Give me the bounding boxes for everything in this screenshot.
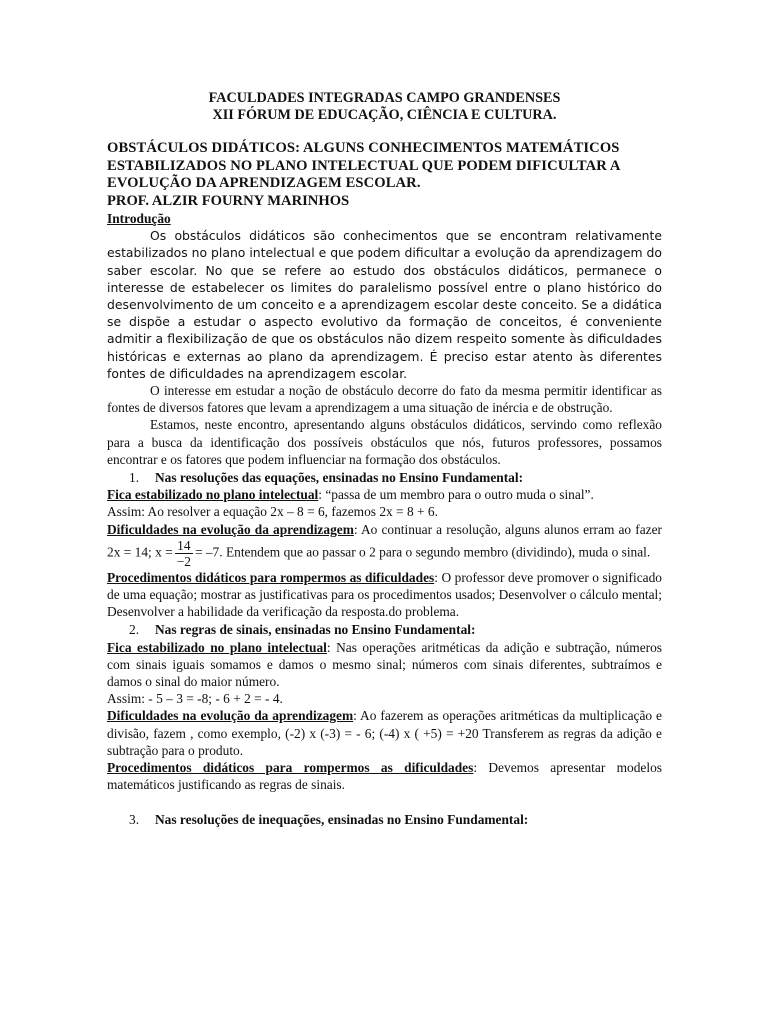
- event-name: XII FÓRUM DE EDUCAÇÃO, CIÊNCIA E CULTURA.: [212, 107, 557, 123]
- section-2-proc-label: Procedimentos didáticos para rompermos as dificuldades: [107, 760, 474, 776]
- section-2-dif-label: Dificuldades na evolução da aprendizagem: [107, 708, 354, 724]
- document-page: [107, 90, 662, 828]
- section-3-heading: [107, 811, 662, 828]
- section-2-dif-text: : Ao fazerem as operações aritméticas da multiplicação e divisão, fazem , como exemplo, (-2) x (-3) = - 6; (-4) x ( +5) = +20 Transferem as regras da adição e subtração para o produto.: [107, 708, 662, 758]
- section-1-fica-label: Fica estabilizado no plano intelectual: [107, 487, 319, 503]
- fraction-numerator: 14: [177, 537, 191, 553]
- section-2-dificuldades: [107, 707, 662, 759]
- section-2-number: 2.: [129, 622, 140, 638]
- section-2-procedimentos: [107, 759, 662, 793]
- intro-paragraph-2: O interesse em estudar a noção de obstáculo decorre do fato da mesma permitir identificar as fontes de diversos fatores que levam a aprendizagem a uma situação de inércia e de obstrução.: [107, 383, 662, 416]
- section-1-fica: [107, 486, 662, 503]
- section-1-procedimentos: [107, 569, 662, 621]
- section-2-assim: Assim: - 5 – 3 = -8; - 6 + 2 = - 4.: [107, 691, 283, 707]
- intro-paragraph-3: Estamos, neste encontro, apresentando alguns obstáculos didáticos, servindo como reflexão para a busca da identificação dos possíveis obstáculos que nós, futuros professores, possamos encontrar e os fatores que podem influenciar na formação dos obstáculos.: [107, 417, 662, 467]
- section-1-number: 1.: [129, 470, 140, 486]
- section-3-title: Nas resoluções de inequações, ensinadas no Ensino Fundamental:: [155, 811, 529, 827]
- section-1-dificuldades: [107, 521, 662, 569]
- intro-heading: Introdução: [107, 211, 171, 226]
- section-2-fica-text: : Nas operações aritméticas da adição e subtração, números com sinais iguais somamos e damos o mesmo sinal; números com sinais diferentes, subtraímos e damos o sinal do maior número.: [107, 639, 662, 690]
- section-1-proc-label: Procedimentos didáticos para rompermos as dificuldades: [107, 569, 435, 585]
- section-2-heading: [107, 621, 662, 638]
- institution-name: FACULDADES INTEGRADAS CAMPO GRANDENSES: [208, 90, 561, 106]
- intro-paragraph-1: Os obstáculos didáticos são conhecimentos que se encontram relativamente estabilizados no plano intelectual e que podem dificultar a evolução da aprendizagem do saber escolar. No que se refere ao estudo dos obstáculos didáticos, permanece o interesse de estabelecer os limites do paralelismo possível entre o plano histórico do desenvolvimento de um conceito e a aprendizagem escolar deste conceito. Se a didática se dispõe a estudar o aspecto evolutivo da formação de conceitos, é conveniente admitir a flexibilização de que os obstáculos não dizem respeito somente às dificuldades históricas e externas ao plano da aprendizagem. É preciso estar atento às diferentes fontes de dificuldades na aprendizagem escolar.: [107, 228, 662, 381]
- section-1-proc-text: : O professor deve promover o significado de uma equação; mostrar as justificativas para os procedimentos usados; Desenvolver o cálculo mental; Desenvolver a habilidade da verificação da resposta.do problema.: [107, 569, 662, 620]
- section-1-title: Nas resoluções das equações, ensinadas no Ensino Fundamental:: [155, 470, 524, 486]
- paper-title: OBSTÁCULOS DIDÁTICOS: ALGUNS CONHECIMENTOS MATEMÁTICOS ESTABILIZADOS NO PLANO INTELECTUAL QUE PODEM DIFICULTAR A EVOLUÇÃO DA APRENDIZAGEM ESCOLAR.: [107, 140, 620, 191]
- section-1-dif-text-a: : Ao continuar a resolução, alguns alunos erram ao fazer 2x = 14; x =: [107, 521, 663, 560]
- spacer: [107, 794, 662, 810]
- fraction: [175, 538, 193, 569]
- section-2-fica-label: Fica estabilizado no plano intelectual: [107, 639, 327, 655]
- section-1-assim: Assim: Ao resolver a equação 2x – 8 = 6, fazemos 2x = 8 + 6.: [107, 504, 438, 520]
- section-1-fica-text: : “passa de um membro para o outro muda o sinal”.: [318, 487, 594, 503]
- section-1-heading: [107, 469, 662, 486]
- section-1-dif-label: Dificuldades na evolução da aprendizagem: [107, 521, 354, 537]
- section-3-number: 3.: [129, 811, 140, 827]
- fraction-denominator: −2: [176, 553, 191, 569]
- section-2-proc-text: : Devemos apresentar modelos matemáticos justificando as regras de sinais.: [107, 760, 662, 793]
- author-name: PROF. ALZIR FOURNY MARINHOS: [107, 192, 350, 209]
- section-1-dif-text-b: = –7. Entendem que ao passar o 2 para o segundo membro (dividindo), muda o sinal.: [194, 544, 651, 560]
- section-2-fica: [107, 639, 662, 691]
- section-2-title: Nas regras de sinais, ensinadas no Ensino Fundamental:: [155, 622, 476, 638]
